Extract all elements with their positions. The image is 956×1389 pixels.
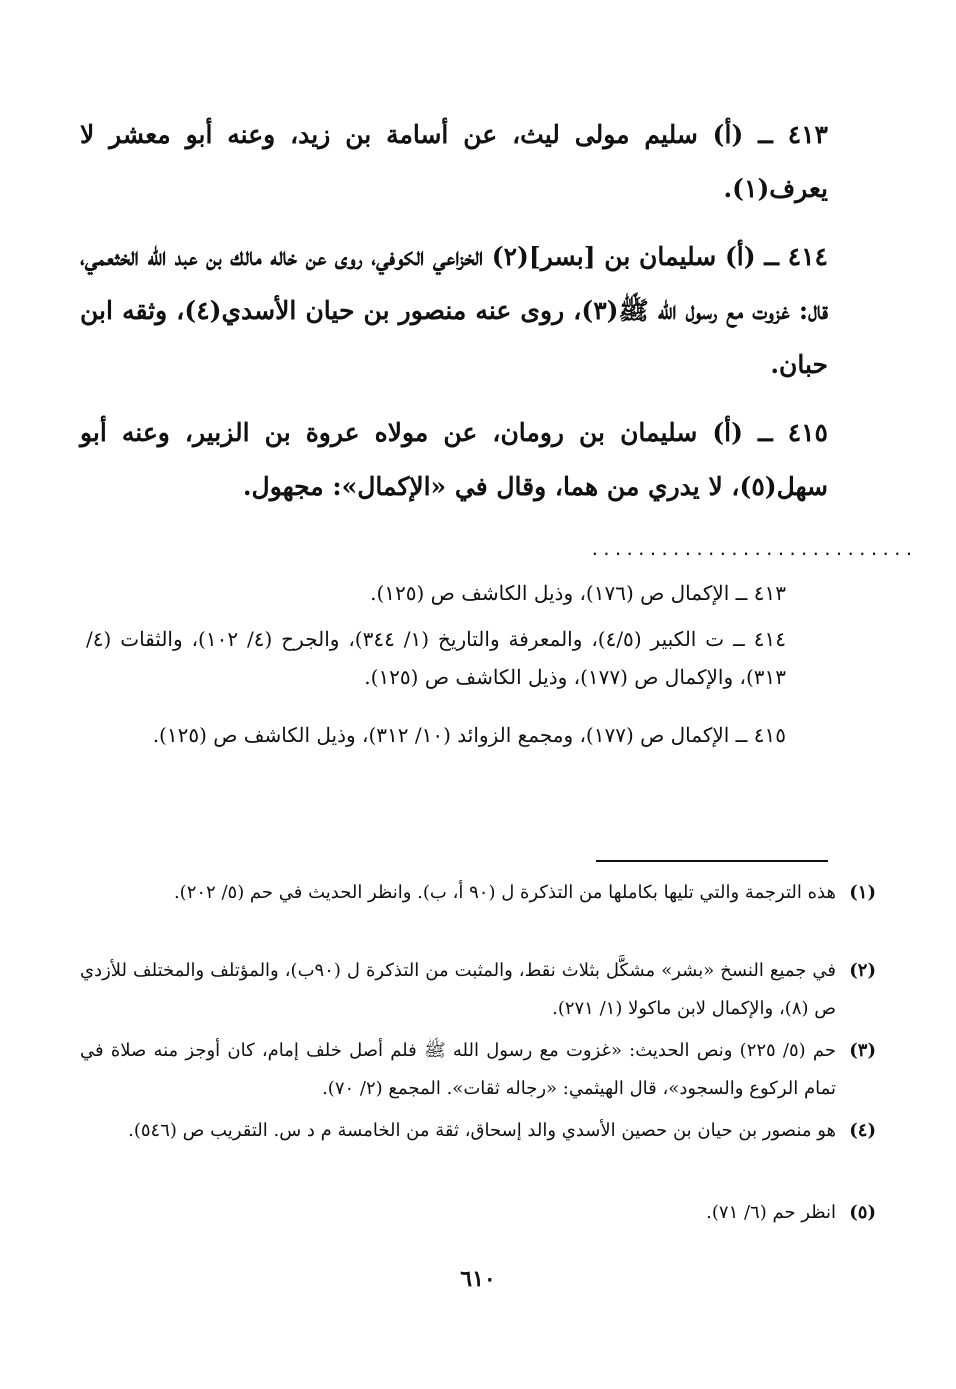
page-number: ٦١٠ (460, 1266, 496, 1292)
footnote-number: (٢) (849, 960, 876, 981)
footnote-divider (596, 860, 828, 862)
footnote-text: في جميع النسخ «بشر» مشكَّل بثلاث نقط، والمثبت من التذكرة ل (٩٠ب)، والمؤتلف والمختلف للأزدي ص (٨)، والإكمال لابن ماكولا (١/ ٢٧١). (80, 960, 836, 1019)
entry-414: ٤١٤ ــ (أ) سليمان بن [بسر](٢) الخزاعي الكوفي، روى عن خاله مالك بن عبد الله الخثعمي، قال: غزوت مع رسول الله ﷺ(٣)، روى عنه منصور بن حيان الأسدي(٤)، وثقه ابن حبان. (80, 242, 829, 379)
footnote-1 (80, 874, 876, 912)
footnote-text: هذه الترجمة والتي تليها بكاملها من التذكرة ل (٩٠ أ، ب). وانظر الحديث في حم (٥/ ٢٠٢). (173, 882, 836, 903)
footnote-4 (80, 1112, 876, 1150)
footnote-5 (80, 1194, 876, 1232)
footnote-text: هو منصور بن حيان بن حصين الأسدي والد إسحاق، ثقة من الخامسة م د س. التقريب ص (٥٤٦). (128, 1120, 836, 1141)
footnote-2 (80, 952, 876, 1028)
entry-413: ٤١٣ ــ (أ) سليم مولى ليث، عن أسامة بن زيد، وعنه أبو معشر لا يعرف(١). (80, 120, 828, 203)
footnote-number: (٥) (849, 1202, 876, 1223)
footnote-number: (١) (849, 882, 876, 903)
footnote-text: انظر حم (٦/ ٧١). (706, 1202, 836, 1223)
section-separator: ............................ (590, 540, 916, 559)
footnote-text: حم (٥/ ٢٢٥) ونص الحديث: «غزوت مع رسول الله ﷺ فلم أصل خلف إمام، كان أوجز منه صلاة في تمام الركوع والسجود»، قال الهيثمي: «رجاله ثقات». المجمع (٢/ ٧٠). (80, 1040, 836, 1099)
footnote-number: (٤) (849, 1120, 876, 1141)
source-note-415: ٤١٥ ــ الإكمال ص (١٧٧)، ومجمع الزوائد (١٠/ ٣١٢)، وذيل الكاشف ص (١٢٥). (152, 723, 786, 747)
footnote-3 (80, 1032, 876, 1108)
source-note-414: ٤١٤ ــ ت الكبير (٤/٥)، والمعرفة والتاريخ (١/ ٣٤٤)، والجرح (٤/ ١٠٢)، والثقات (٤/ ٣١٣)، والإكمال ص (١٧٧)، وذيل الكاشف ص (١٢٥). (86, 627, 786, 689)
source-note-413: ٤١٣ ــ الإكمال ص (١٧٦)، وذيل الكاشف ص (١٢٥). (370, 581, 786, 605)
entry-415: ٤١٥ ــ (أ) سليمان بن رومان، عن مولاه عروة بن الزبير، وعنه أبو سهل(٥)، لا يدري من هما، وقال في «الإكمال»: مجهول. (80, 418, 828, 501)
footnote-number: (٣) (849, 1040, 876, 1061)
